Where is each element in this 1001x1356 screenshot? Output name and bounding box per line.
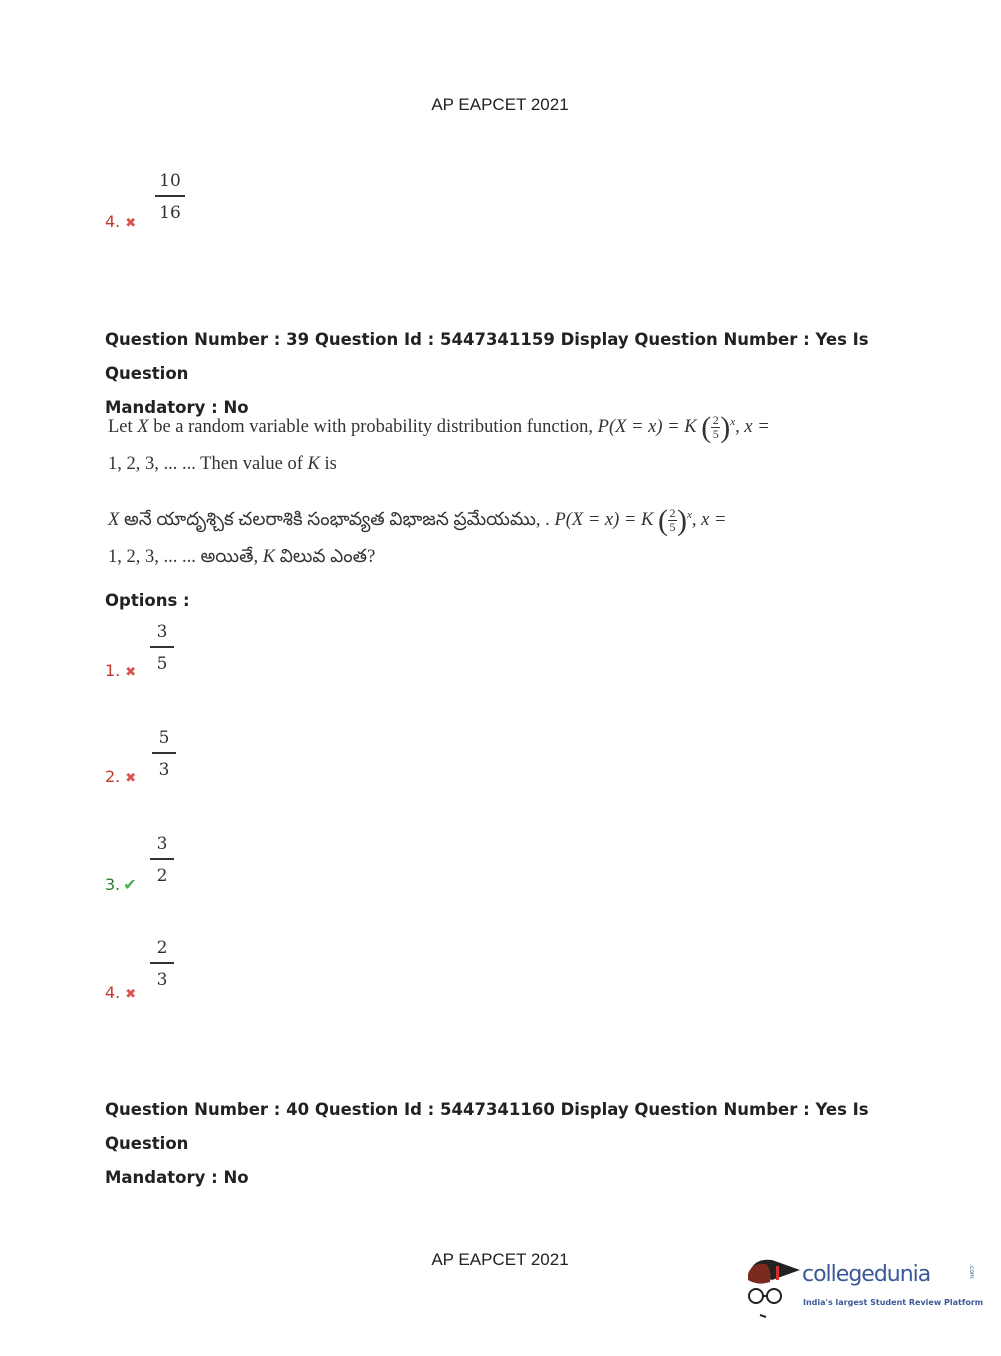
options-label: Options :	[105, 591, 190, 610]
text: అనే యాదృశ్చిక చలరాశికి సంభావ్యత విభాజన ప్రమేయము, .	[119, 510, 555, 531]
option-number: 3.	[105, 875, 121, 894]
fraction: $\frac{2}{5}$	[669, 506, 676, 535]
prev-option-4	[105, 212, 136, 231]
text: విలువ ఎంత?	[275, 546, 376, 567]
exponent: x	[730, 416, 736, 428]
collegedunia-logo	[742, 1250, 992, 1320]
variable: X	[137, 417, 149, 438]
fraction: $\frac{2}{5}$	[712, 413, 719, 442]
option-2-fraction: 5 3	[152, 728, 176, 780]
logo-brand-text: collegedunia	[802, 1262, 931, 1287]
wrong-icon: ✖	[125, 771, 137, 786]
option-4	[105, 983, 136, 1002]
variable: X	[108, 510, 120, 531]
text: be a random variable with probability distribution function,	[148, 417, 598, 438]
check-icon: ✔	[123, 875, 137, 894]
formula: , x =	[735, 417, 770, 438]
q39-english-text: Let X be a random variable with probability distribution function, P(X = x) = K ( $\frac{2}{5}$ )$^x$, x = 1, 2, 3, ... ... Then value of K is	[108, 410, 770, 474]
exponent: x	[687, 509, 692, 521]
wrong-icon: ✖	[125, 987, 137, 1002]
mascot-icon	[742, 1250, 802, 1320]
text: 1, 2, 3, ... ... అయితే,	[108, 546, 263, 567]
option-number: 4.	[105, 983, 121, 1002]
option-3	[105, 875, 137, 894]
q40-meta-line2: Mandatory : No	[105, 1168, 249, 1187]
formula: P(X = x) = K	[597, 417, 697, 438]
option-number: 4.	[105, 212, 121, 231]
q40-metadata	[105, 1093, 905, 1195]
variable: K	[307, 453, 320, 474]
wrong-icon: ✖	[125, 216, 137, 231]
page-footer: AP EAPCET 2021	[431, 1250, 569, 1269]
denominator: 16	[159, 203, 181, 223]
formula: P(X = x) = K	[554, 510, 654, 531]
logo-tagline: India's largest Student Review Platform	[803, 1298, 984, 1307]
option-2	[105, 767, 136, 786]
numerator: 10	[159, 171, 181, 191]
q39-telugu-text: X అనే యాదృశ్చిక చలరాశికి సంభావ్యత విభాజన ప్రమేయము, . P(X = x) = K ( $\frac{2}{5}$ )$^x$, x = 1, 2, 3, ... ... అయితే, K విలువ ఎంత?	[108, 503, 727, 567]
option-3-fraction: 3 2	[150, 834, 174, 886]
text: Let	[108, 417, 138, 438]
q39-meta-line1: Question Number : 39 Question Id : 5447341159 Display Question Number : Yes Is Question	[105, 330, 869, 383]
option-1-fraction: 3 5	[150, 622, 174, 674]
logo-suffix: .com	[968, 1264, 975, 1279]
prev-option-fraction	[155, 171, 185, 223]
formula: , x =	[691, 510, 727, 531]
option-number: 1.	[105, 661, 121, 680]
q39-meta-line2: Mandatory : No	[105, 398, 249, 417]
option-4-fraction: 2 3	[150, 938, 174, 990]
variable: K	[262, 546, 276, 567]
option-number: 2.	[105, 767, 121, 786]
wrong-icon: ✖	[125, 665, 137, 680]
text: 1, 2, 3, ... ... Then value of	[108, 453, 308, 474]
text: is	[319, 453, 337, 474]
option-1	[105, 661, 136, 680]
q40-meta-line1: Question Number : 40 Question Id : 5447341160 Display Question Number : Yes Is Question	[105, 1100, 869, 1153]
page-header: AP EAPCET 2021	[431, 95, 569, 114]
